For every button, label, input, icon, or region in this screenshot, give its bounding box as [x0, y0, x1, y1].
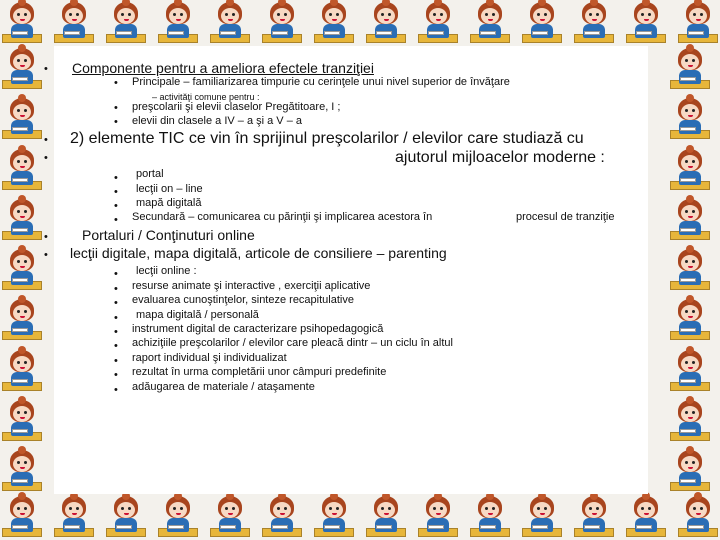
top-border	[0, 0, 720, 46]
list3-item: lecţii online :	[136, 265, 197, 277]
child-at-desk-icon	[312, 0, 356, 46]
child-at-desk-icon	[260, 0, 304, 46]
child-at-desk-icon	[624, 494, 668, 540]
child-at-desk-icon	[668, 348, 712, 394]
heading-tic-line2: ajutorul mijloacelor moderne :	[395, 149, 605, 166]
child-at-desk-icon	[0, 494, 44, 540]
list3-item: evaluarea cunoştinţelor, sinteze recapitulative	[132, 294, 354, 306]
bullet: •	[114, 186, 118, 198]
subheading-principale: Principale – familiarizarea timpurie cu cerinţele unui nivel superior de învăţare	[132, 76, 510, 88]
bullet: •	[114, 340, 118, 352]
list1-item: preşcolarii şi elevii claselor Pregătitoare, I ;	[132, 101, 341, 113]
child-at-desk-icon	[0, 448, 44, 494]
child-at-desk-icon	[668, 247, 712, 293]
child-at-desk-icon	[208, 494, 252, 540]
subheading-activitati: – activităţi comune pentru :	[152, 92, 260, 102]
child-at-desk-icon	[676, 494, 720, 540]
child-at-desk-icon	[0, 348, 44, 394]
heading-lectii-digitale: lecţii digitale, mapa digitală, articole de consiliere – parenting	[70, 245, 447, 261]
bullet: •	[114, 268, 118, 280]
list3-item: rezultat în urma completării unor câmpuri predefinite	[132, 366, 387, 378]
child-at-desk-icon	[156, 494, 200, 540]
heading-portaluri: Portaluri / Conţinuturi online	[82, 227, 255, 243]
left-border	[0, 46, 52, 494]
right-border	[668, 46, 720, 494]
child-at-desk-icon	[572, 0, 616, 46]
child-at-desk-icon	[104, 494, 148, 540]
child-at-desk-icon	[312, 494, 356, 540]
child-at-desk-icon	[0, 147, 44, 193]
bullet: •	[44, 152, 48, 164]
bullet: •	[114, 297, 118, 309]
child-at-desk-icon	[0, 398, 44, 444]
child-at-desk-icon	[416, 0, 460, 46]
bullet: •	[114, 102, 118, 114]
child-at-desk-icon	[668, 197, 712, 243]
list2-item: mapă digitală	[136, 197, 202, 209]
child-at-desk-icon	[104, 0, 148, 46]
child-at-desk-icon	[260, 494, 304, 540]
child-at-desk-icon	[208, 0, 252, 46]
child-at-desk-icon	[416, 494, 460, 540]
child-at-desk-icon	[0, 247, 44, 293]
bullet: •	[114, 200, 118, 212]
bottom-border	[0, 494, 720, 540]
child-at-desk-icon	[668, 147, 712, 193]
child-at-desk-icon	[520, 494, 564, 540]
bullet: •	[114, 172, 118, 184]
heading-tic-line1: 2) elemente TIC ce vin în sprijinul preşcolarilor / elevilor care studiază cu	[70, 130, 584, 147]
list2-item-continued: procesul de tranziţie	[516, 211, 615, 223]
child-at-desk-icon	[668, 297, 712, 343]
bullet: •	[114, 312, 118, 324]
list3-item: mapa digitală / personală	[136, 309, 259, 321]
child-at-desk-icon	[572, 494, 616, 540]
list1-item: elevii din clasele a IV – a şi a V – a	[132, 115, 302, 127]
child-at-desk-icon	[156, 0, 200, 46]
bullet: •	[114, 369, 118, 381]
list3-item: raport individual şi individualizat	[132, 352, 287, 364]
child-at-desk-icon	[668, 46, 712, 92]
child-at-desk-icon	[0, 96, 44, 142]
bullet: •	[44, 249, 48, 261]
child-at-desk-icon	[668, 96, 712, 142]
heading-components: Componente pentru a ameliora efectele tranziţiei	[72, 60, 374, 76]
child-at-desk-icon	[676, 0, 720, 46]
child-at-desk-icon	[624, 0, 668, 46]
list3-item: achiziţiile preşcolarilor / elevilor care pleacă dintr – un ciclu în altul	[132, 337, 453, 349]
bullet: •	[114, 355, 118, 367]
bullet: •	[114, 77, 118, 89]
bullet: •	[44, 63, 48, 75]
list3-item: resurse animate şi interactive , exerciţii aplicative	[132, 280, 371, 292]
list3-item: adăugarea de materiale / ataşamente	[132, 381, 315, 393]
child-at-desk-icon	[364, 0, 408, 46]
child-at-desk-icon	[364, 494, 408, 540]
bullet: •	[44, 231, 48, 243]
list2-item: Secundară – comunicarea cu părinţii şi implicarea acestora în	[132, 211, 433, 223]
slide-content	[44, 46, 648, 494]
child-at-desk-icon	[668, 448, 712, 494]
child-at-desk-icon	[0, 46, 44, 92]
list2-item: lecţii on – line	[136, 183, 203, 195]
bullet: •	[114, 214, 118, 226]
bullet: •	[44, 134, 48, 146]
child-at-desk-icon	[52, 494, 96, 540]
child-at-desk-icon	[0, 297, 44, 343]
list3-item: instrument digital de caracterizare psihopedagogică	[132, 323, 384, 335]
child-at-desk-icon	[468, 494, 512, 540]
bullet: •	[114, 326, 118, 338]
child-at-desk-icon	[52, 0, 96, 46]
bullet: •	[114, 116, 118, 128]
child-at-desk-icon	[520, 0, 564, 46]
child-at-desk-icon	[0, 0, 44, 46]
child-at-desk-icon	[468, 0, 512, 46]
bullet: •	[114, 384, 118, 396]
child-at-desk-icon	[0, 197, 44, 243]
list2-item: portal	[136, 168, 164, 180]
bullet: •	[114, 283, 118, 295]
child-at-desk-icon	[668, 398, 712, 444]
